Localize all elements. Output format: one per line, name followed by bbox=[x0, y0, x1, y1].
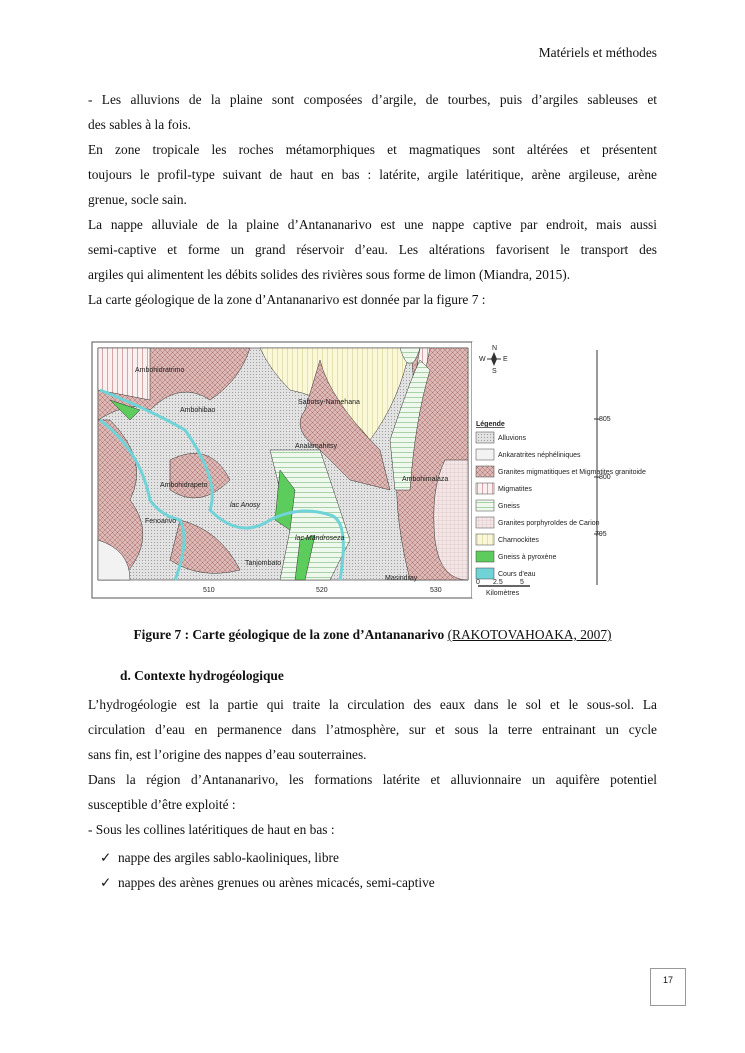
text-line: circulation d’eau en permanence dans l’atmosphère, sur et sous la terre entrainant un cycle bbox=[88, 722, 657, 737]
paragraph-tropical bbox=[88, 137, 657, 212]
compass-w: W bbox=[479, 356, 486, 363]
legend-swatch bbox=[476, 466, 494, 477]
scale-label: 0 bbox=[476, 579, 480, 586]
place-label: Ambohimalaza bbox=[402, 476, 449, 483]
text-line: des sables à la fois. bbox=[88, 117, 192, 132]
y-tick: 800 bbox=[599, 474, 611, 481]
compass-n: N bbox=[492, 345, 498, 352]
legend-label: Granites migmatitiques et Migmatites granitoide bbox=[498, 469, 646, 476]
legend-label: Granites porphyroïdes de Carion bbox=[498, 520, 600, 527]
paragraph-hydrogeologie bbox=[88, 692, 657, 767]
scale-label: 5 bbox=[520, 579, 524, 586]
legend-swatch bbox=[476, 449, 494, 460]
legend-swatch bbox=[476, 483, 494, 494]
paragraph-carte: La carte géologique de la zone d’Antananarivo est donnée par la figure 7 : bbox=[88, 292, 486, 307]
y-tick: 795 bbox=[595, 531, 607, 538]
legend-label: Migmatites bbox=[498, 486, 532, 493]
text-line: La nappe alluviale de la plaine d’Antananarivo est une nappe captive par endroit, mais aussi bbox=[88, 217, 657, 232]
section-heading: d. Contexte hydrogéologique bbox=[120, 668, 284, 683]
checkmark-icon: ✓ bbox=[100, 875, 112, 890]
place-label: Ambohidratrimo bbox=[135, 367, 185, 374]
place-label: lac Mandroseza bbox=[295, 535, 345, 542]
compass-s: S bbox=[492, 368, 497, 375]
paragraph-region bbox=[88, 767, 657, 817]
place-label: Fenoarivo bbox=[145, 518, 177, 525]
y-tick: 805 bbox=[599, 416, 611, 423]
legend-swatch bbox=[476, 517, 494, 528]
place-label: Ambohibao bbox=[180, 407, 216, 414]
place-label: Analamahitsy bbox=[295, 443, 338, 450]
bullet-item bbox=[100, 850, 339, 866]
text-line: sans fin, est l’origine des nappes d’eau souterraines. bbox=[88, 747, 367, 762]
legend-swatch bbox=[476, 534, 494, 545]
legend-title: Légende bbox=[476, 421, 505, 428]
legend-label: Alluvions bbox=[498, 435, 527, 442]
text-line: En zone tropicale les roches métamorphiques et magmatiques sont altérées et présentent bbox=[88, 142, 657, 157]
geologic-map bbox=[90, 340, 646, 600]
text-line: - Les alluvions de la plaine sont composées d’argile, de tourbes, puis d’argiles sableuses et bbox=[88, 92, 657, 107]
legend-swatch bbox=[476, 500, 494, 511]
bullet-item bbox=[100, 875, 435, 891]
paragraph-alluvions bbox=[88, 87, 657, 137]
text-line: toujours le profil-type suivant de haut en bas : latérite, argile latéritique, arène argileuse, arène bbox=[88, 167, 657, 182]
text-line: susceptible d’être exploité : bbox=[88, 797, 236, 812]
x-tick: 530 bbox=[430, 587, 442, 594]
text-line: argiles qui alimentent les débits solides des rivières sous forme de limon (Miandra, 2015). bbox=[88, 267, 571, 282]
scale-label: 2.5 bbox=[493, 579, 503, 586]
place-label: Tanjombato bbox=[245, 560, 282, 567]
x-tick: 510 bbox=[203, 587, 215, 594]
place-label: Sabotsy-Namehana bbox=[298, 399, 360, 406]
figure-caption bbox=[0, 627, 745, 643]
legend-label: Ankaratrites néphéliniques bbox=[498, 452, 581, 459]
scale-unit: Kilomètres bbox=[486, 590, 520, 597]
text-line: L’hydrogéologie est la partie qui traite la circulation des eaux dans le sol et le sous-sol. La bbox=[88, 697, 657, 712]
text-line: semi-captive et forme un grand réservoir d’eau. Les altérations favorisent le transport des bbox=[88, 242, 657, 257]
caption-source: (RAKOTOVAHOAKA, 2007) bbox=[447, 627, 612, 642]
legend-label: Cours d'eau bbox=[498, 571, 536, 578]
compass-e: E bbox=[503, 356, 508, 363]
paragraph-collines: - Sous les collines latéritiques de haut en bas : bbox=[88, 822, 335, 837]
caption-title: Figure 7 : Carte géologique de la zone d’Antananarivo bbox=[133, 627, 445, 642]
legend-label: Charnockites bbox=[498, 537, 539, 544]
x-tick: 520 bbox=[316, 587, 328, 594]
legend-label: Gneiss bbox=[498, 503, 520, 510]
legend-swatch bbox=[476, 432, 494, 443]
paragraph-nappe bbox=[88, 212, 657, 287]
legend-swatch bbox=[476, 551, 494, 562]
geologic-map-figure bbox=[90, 340, 646, 600]
legend-label: Gneiss à pyroxène bbox=[498, 554, 557, 561]
place-label: Masindray bbox=[385, 575, 418, 582]
bullet-text: nappes des arènes grenues ou arènes micacés, semi-captive bbox=[117, 875, 435, 890]
legend-swatch bbox=[476, 568, 494, 579]
checkmark-icon: ✓ bbox=[100, 850, 112, 865]
place-label: lac Anosy bbox=[230, 502, 261, 509]
place-label: Ambohidrapeto bbox=[160, 482, 208, 489]
bullet-text: nappe des argiles sablo-kaoliniques, libre bbox=[117, 850, 339, 865]
text-line: Dans la région d’Antananarivo, les formations latérite et alluvionnaire un aquifère potentiel bbox=[88, 772, 657, 787]
text-line: grenue, socle sain. bbox=[88, 192, 187, 207]
running-header: Matériels et méthodes bbox=[538, 45, 657, 60]
page-number: 17 bbox=[650, 968, 686, 1006]
